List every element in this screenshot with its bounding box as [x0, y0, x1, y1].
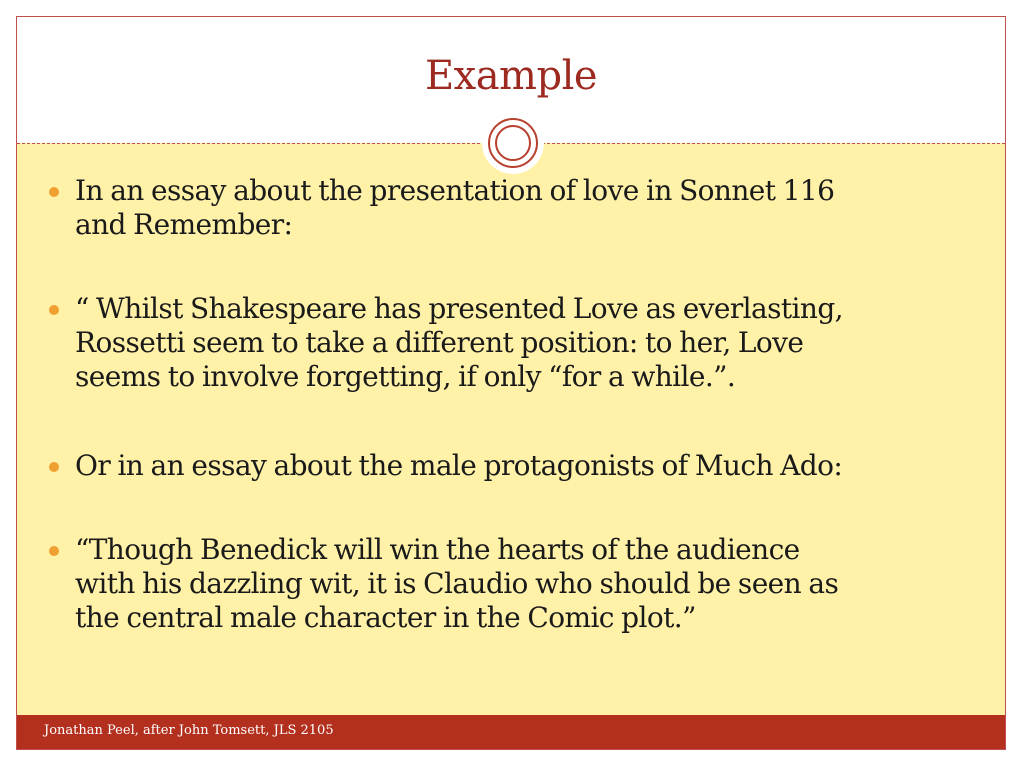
bullet-text [75, 449, 975, 483]
bullet-line: the central male character in the Comic plot.” [75, 601, 696, 634]
bullet-dot-icon [49, 546, 59, 556]
bullet-line: “ Whilst Shakespeare has presented Love as everlasting, [75, 292, 843, 325]
bullet-line: Rossetti seem to take a different position: to her, Love [75, 326, 804, 359]
circle-ornament-icon [482, 112, 544, 174]
bullet-dot-icon [49, 462, 59, 472]
bullet-line: “Though Benedick will win the hearts of the audience [75, 533, 800, 566]
bullet-line: seems to involve forgetting, if only “for a while.”. [75, 360, 736, 393]
bullet-text [75, 174, 975, 242]
ornament-inner-ring [495, 125, 531, 161]
bullet-dot-icon [49, 187, 59, 197]
ornament-outer-ring [488, 118, 538, 168]
bullet-dot-icon [49, 305, 59, 315]
footer-bar [17, 715, 1005, 749]
bullet-text [75, 533, 975, 635]
footer-text: Jonathan Peel, after John Tomsett, JLS 2105 [44, 723, 334, 738]
slide [16, 16, 1006, 750]
slide-title: Example [424, 53, 598, 99]
bullet-line: Or in an essay about the male protagonists of Much Ado: [75, 449, 843, 482]
bullet-line: In an essay about the presentation of love in Sonnet 116 [75, 174, 835, 207]
bullet-line: and Remember: [75, 208, 293, 241]
bullet-text [75, 292, 975, 394]
bullet-line: with his dazzling wit, it is Claudio who should be seen as [75, 567, 839, 600]
